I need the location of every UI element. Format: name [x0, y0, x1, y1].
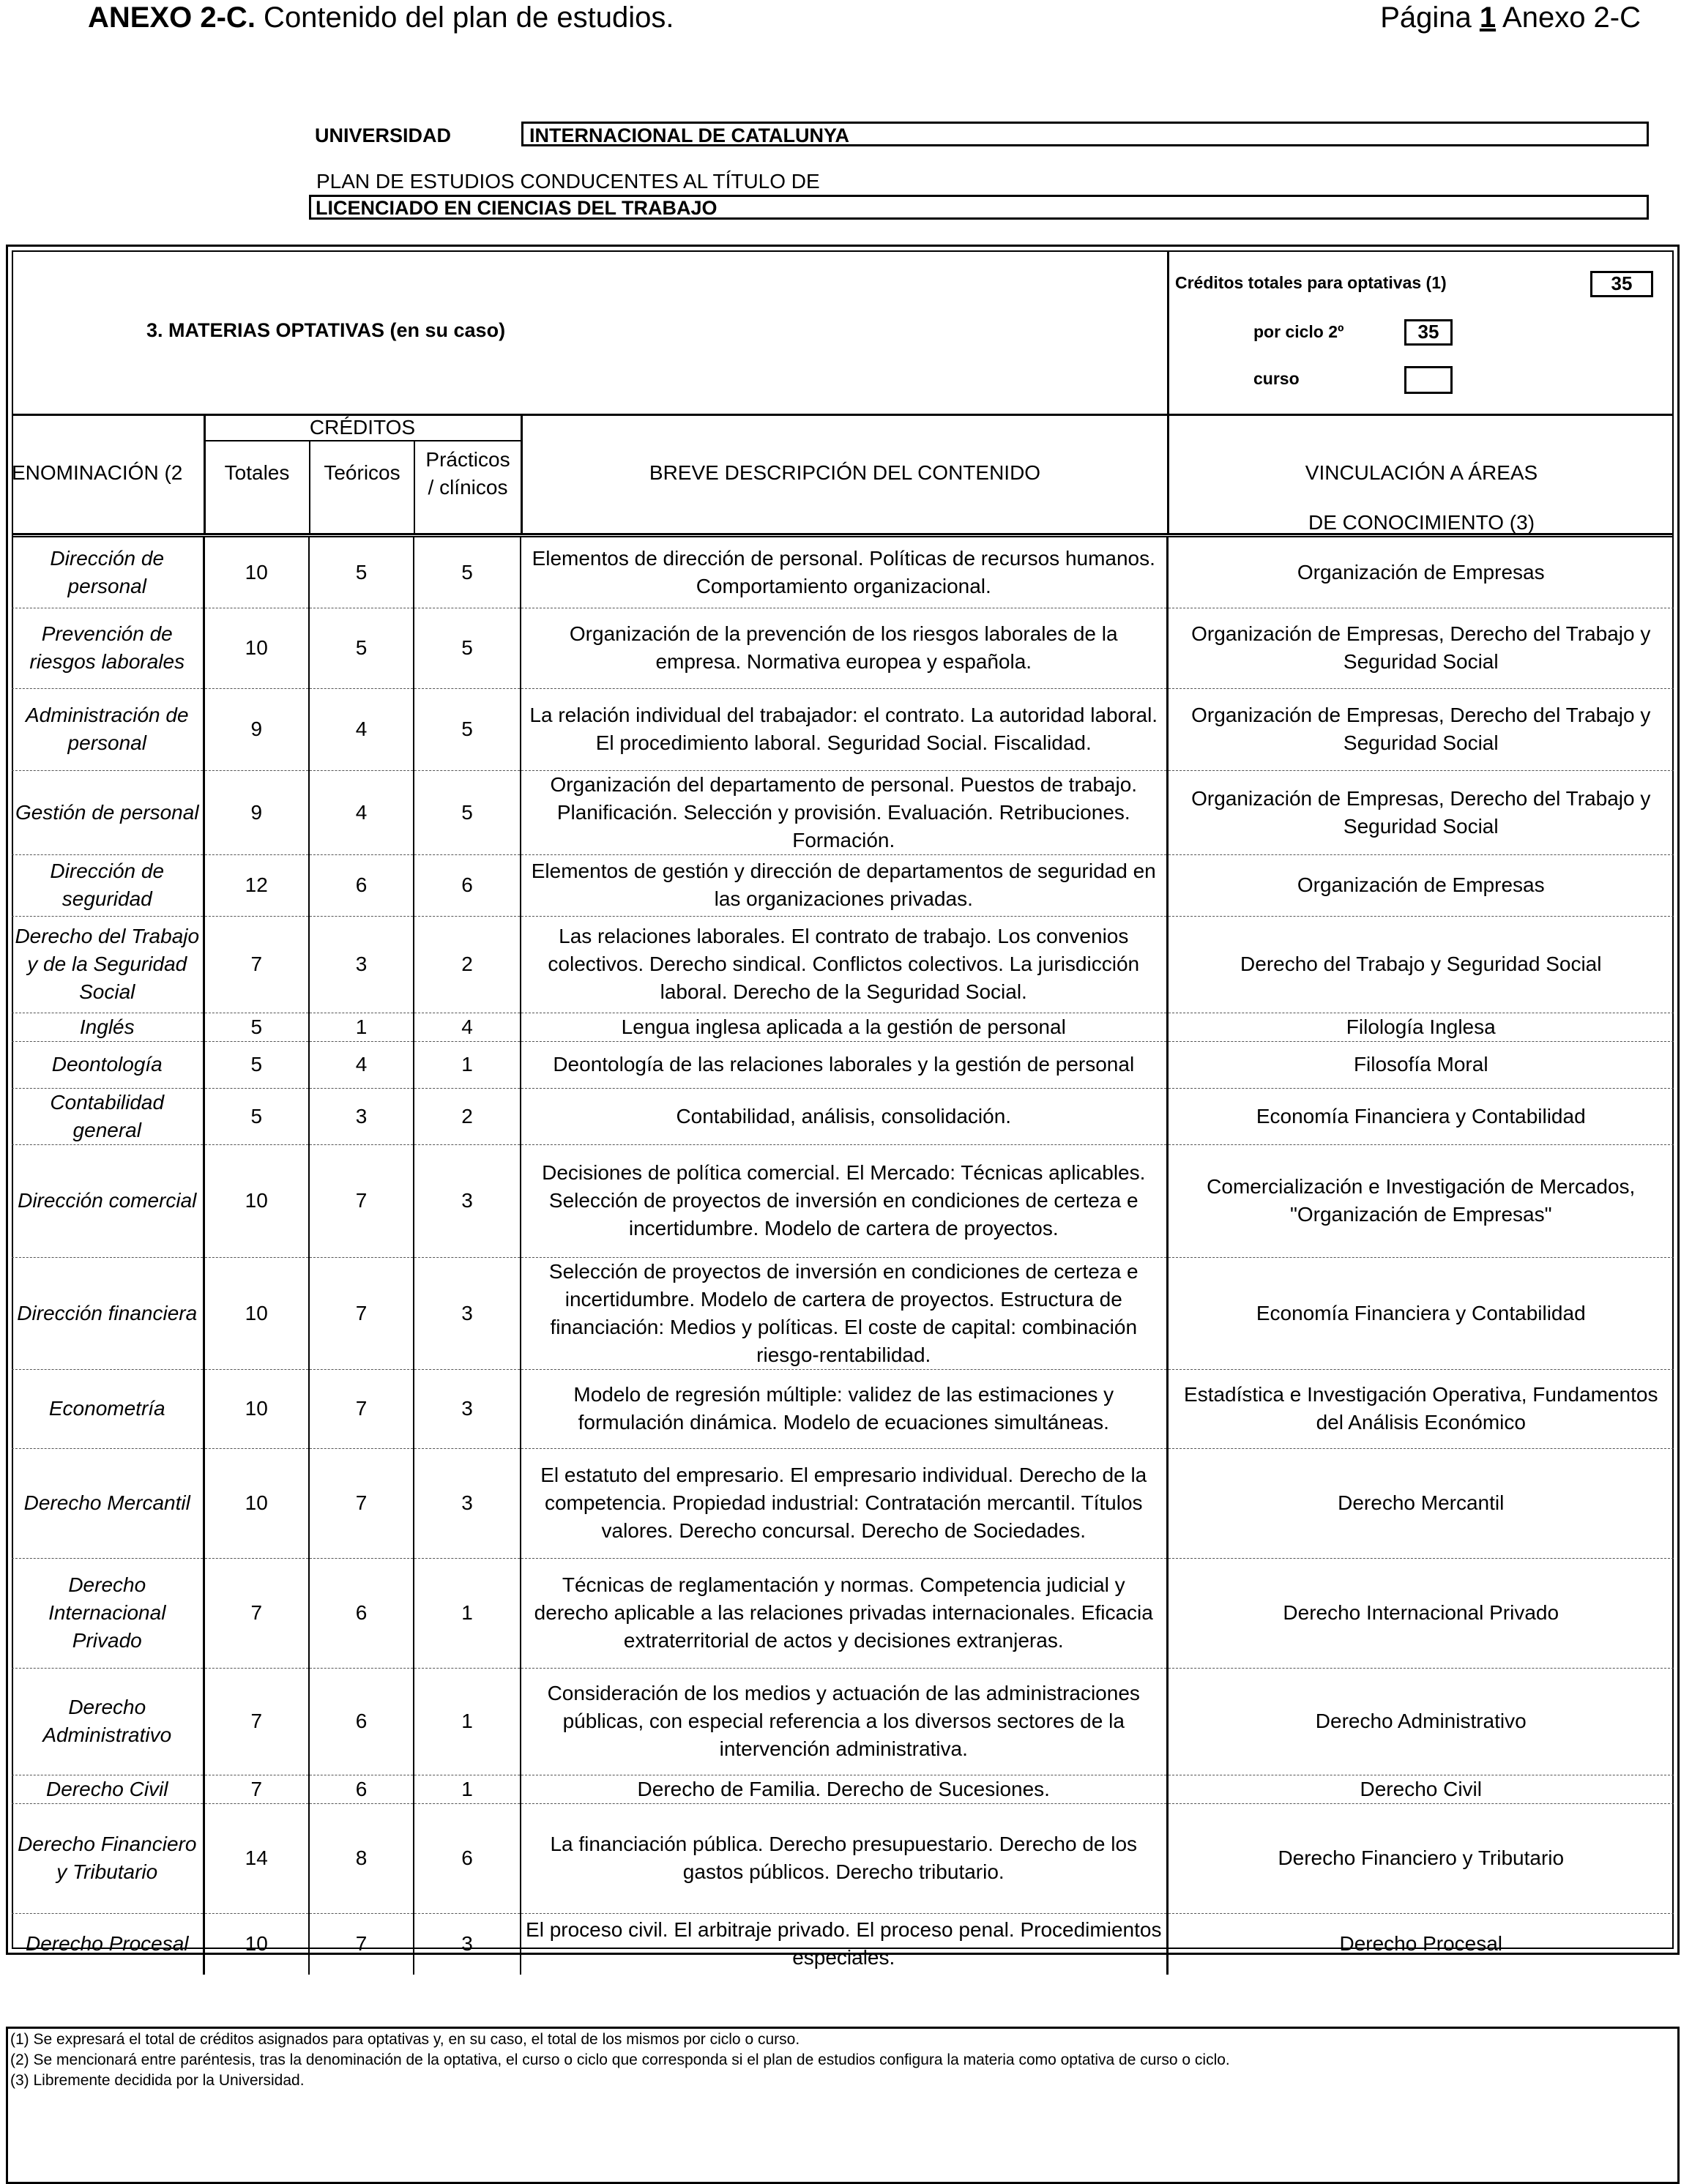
- credits-practice: 1: [414, 1558, 521, 1668]
- subject-name: Derecho Procesal: [12, 1913, 204, 1975]
- credits-practice: 3: [414, 1257, 521, 1369]
- table-body: [12, 537, 1674, 1975]
- table-row: [12, 1448, 1674, 1558]
- credits-practice: 2: [414, 916, 521, 1013]
- credits-total: 10: [204, 537, 309, 608]
- table-row: [12, 1041, 1674, 1088]
- credits-practice: 5: [414, 608, 521, 688]
- page-number: 1: [1479, 1, 1497, 34]
- credits-underline: [204, 440, 521, 441]
- knowledge-area: Derecho Financiero y Tributario: [1167, 1803, 1674, 1913]
- credits-total: 5: [204, 1041, 309, 1088]
- credits-practice: 1: [414, 1041, 521, 1088]
- knowledge-area: Economía Financiera y Contabilidad: [1167, 1257, 1674, 1369]
- subject-description: El estatuto del empresario. El empresario individual. Derecho de la competencia. Propiedad industrial: Contratación mercantil. Títulos valores. Derecho concursal. Derecho de Sociedades.: [521, 1448, 1167, 1558]
- knowledge-area: Comercialización e Investigación de Mercados, "Organización de Empresas": [1167, 1144, 1674, 1257]
- credits-theory: 6: [309, 1668, 414, 1775]
- page-prefix: Página: [1380, 1, 1480, 34]
- credits-practice: 1: [414, 1668, 521, 1775]
- col-denomination-header: ENOMINACIÓN (2: [12, 461, 183, 484]
- subject-description: El proceso civil. El arbitraje privado. El proceso penal. Procedimientos especiales.: [521, 1913, 1167, 1975]
- knowledge-area: Organización de Empresas, Derecho del Trabajo y Seguridad Social: [1167, 770, 1674, 854]
- subject-name: Gestión de personal: [12, 770, 204, 854]
- footnote-1: (1) Se expresará el total de créditos asignados para optativas y, en su caso, el total de los mismos por ciclo o curso.: [10, 2031, 800, 2048]
- knowledge-area: Derecho Civil: [1167, 1775, 1674, 1803]
- per-cycle-label: por ciclo 2º: [1253, 322, 1344, 341]
- credits-practice: 5: [414, 537, 521, 608]
- col-practical-line1: Prácticos: [425, 448, 510, 471]
- knowledge-area: Estadística e Investigación Operativa, Fundamentos del Análisis Económico: [1167, 1369, 1674, 1448]
- col-practical-line2: / clínicos: [428, 476, 508, 499]
- table-row: [12, 770, 1674, 854]
- subject-name: Derecho del Trabajo y de la Seguridad Social: [12, 916, 204, 1013]
- credits-total: 7: [204, 1775, 309, 1803]
- knowledge-area: Derecho Procesal: [1339, 1932, 1503, 1956]
- knowledge-area: Derecho del Trabajo y Seguridad Social: [1167, 916, 1674, 1013]
- subject-description: Lengua inglesa aplicada a la gestión de personal: [521, 1013, 1167, 1041]
- subject-description: La relación individual del trabajador: el contrato. La autoridad laboral. El procedimiento laboral. Seguridad Social. Fiscalidad.: [521, 688, 1167, 770]
- knowledge-area: Organización de Empresas: [1167, 537, 1674, 608]
- subject-name: Derecho Financiero y Tributario: [12, 1803, 204, 1913]
- col-divider-tot: [309, 441, 310, 535]
- credits-total: 14: [204, 1803, 309, 1913]
- subject-description: Selección de proyectos de inversión en condiciones de certeza e incertidumbre. Modelo de cartera de proyectos. Estructura de financiación: Medios y políticas. El coste de capital: combinación riesgo-rentabilidad.: [521, 1257, 1167, 1369]
- credits-total: 5: [204, 1088, 309, 1144]
- table-row: [12, 608, 1674, 688]
- subject-name: Derecho Civil: [12, 1775, 204, 1803]
- subject-description: La financiación pública. Derecho presupuestario. Derecho de los gastos públicos. Derecho tributario.: [521, 1803, 1167, 1913]
- credits-total: 10: [204, 608, 309, 688]
- subject-name: Econometría: [12, 1369, 204, 1448]
- subject-description: Las relaciones laborales. El contrato de trabajo. Los convenios colectivos. Derecho sindical. Conflictos colectivos. La jurisdicción laboral. Derecho de la Seguridad Social.: [521, 916, 1167, 1013]
- table-row: [12, 1144, 1674, 1257]
- per-cycle-box: 35: [1404, 319, 1453, 346]
- table-row: [12, 1369, 1674, 1448]
- credits-theory: 4: [309, 688, 414, 770]
- subject-description: Organización de la prevención de los riesgos laborales de la empresa. Normativa europea y española.: [521, 608, 1167, 688]
- credits-theory: 7: [309, 1369, 414, 1448]
- table-row: [12, 1803, 1674, 1913]
- credits-total: 10: [204, 1369, 309, 1448]
- col-description-header: BREVE DESCRIPCIÓN DEL CONTENIDO: [649, 461, 1041, 484]
- knowledge-area: Organización de Empresas, Derecho del Trabajo y Seguridad Social: [1167, 608, 1674, 688]
- knowledge-area: Filosofía Moral: [1167, 1041, 1674, 1088]
- col-credits-header: CRÉDITOS: [309, 416, 416, 439]
- page-suffix: Anexo 2-C: [1496, 1, 1641, 34]
- col-areas-header-2: DE CONOCIMIENTO (3): [1308, 511, 1535, 534]
- table-row: [12, 1668, 1674, 1775]
- credits-practice: 3: [414, 1144, 521, 1257]
- annex-label: ANEXO 2-C.: [88, 1, 256, 34]
- subject-description: Derecho de Familia. Derecho de Sucesiones.: [521, 1775, 1167, 1803]
- credits-theory: 6: [309, 1775, 414, 1803]
- credits-total: 10: [204, 1144, 309, 1257]
- table-row: [12, 1257, 1674, 1369]
- subject-description: Consideración de los medios y actuación de las administraciones públicas, con especial referencia a los diversos sectores de la intervención administrativa.: [521, 1668, 1167, 1775]
- credits-theory: 1: [309, 1013, 414, 1041]
- credits-theory: 7: [309, 1144, 414, 1257]
- subject-description: Técnicas de reglamentación y normas. Competencia judicial y derecho aplicable a las relaciones privadas internacionales. Eficacia extraterritorial de actos y decisiones extranjeras.: [521, 1558, 1167, 1668]
- table-row: [12, 916, 1674, 1013]
- credits-theory: 3: [309, 1088, 414, 1144]
- annex-title: Contenido del plan de estudios.: [255, 1, 674, 34]
- credits-total: 9: [204, 770, 309, 854]
- degree-title-field: LICENCIADO EN CIENCIAS DEL TRABAJO: [309, 195, 1649, 220]
- credits-theory: 5: [309, 537, 414, 608]
- credits-total: 7: [204, 1668, 309, 1775]
- subject-name: Derecho Mercantil: [12, 1448, 204, 1558]
- credits-practice: 5: [414, 688, 521, 770]
- credits-total: 12: [204, 854, 309, 916]
- table-row: [12, 688, 1674, 770]
- credits-theory: 8: [309, 1803, 414, 1913]
- credits-theory: 6: [309, 1558, 414, 1668]
- university-name-field: INTERNACIONAL DE CATALUNYA: [521, 122, 1649, 146]
- credits-total: 10: [204, 1448, 309, 1558]
- optional-subjects-table: [12, 537, 1674, 1975]
- table-row: [12, 1775, 1674, 1803]
- credits-theory: 4: [309, 770, 414, 854]
- footnotes-box: [6, 2027, 1680, 2184]
- credits-theory: 3: [309, 916, 414, 1013]
- section-title: 3. MATERIAS OPTATIVAS (en su caso): [146, 319, 506, 341]
- table-row: [12, 1088, 1674, 1144]
- annex-heading: [88, 0, 674, 35]
- credits-practice: 6: [414, 854, 521, 916]
- subject-description: Contabilidad, análisis, consolidación.: [521, 1088, 1167, 1144]
- subject-description: Organización del departamento de personal. Puestos de trabajo. Planificación. Selección y provisión. Evaluación. Retribuciones. Formación.: [521, 770, 1167, 854]
- subject-name: Inglés: [12, 1013, 204, 1041]
- credits-total-box: 35: [1590, 271, 1653, 297]
- subject-name: Contabilidad general: [12, 1088, 204, 1144]
- table-row: [12, 854, 1674, 916]
- knowledge-area: Derecho Mercantil: [1167, 1448, 1674, 1558]
- credits-total-label: Créditos totales para optativas (1): [1175, 273, 1447, 292]
- subject-name: Derecho Internacional Privado: [12, 1558, 204, 1668]
- credits-practice: 4: [414, 1013, 521, 1041]
- col-theory-header: Teóricos: [324, 461, 400, 484]
- subject-description: Elementos de gestión y dirección de departamentos de seguridad en las organizaciones privadas.: [521, 854, 1167, 916]
- credits-practice: 3: [414, 1913, 521, 1975]
- col-areas-header: VINCULACIÓN A ÁREAS: [1305, 461, 1538, 484]
- credits-theory: 7: [309, 1913, 414, 1975]
- knowledge-area: Organización de Empresas, Derecho del Trabajo y Seguridad Social: [1167, 688, 1674, 770]
- course-label: curso: [1253, 369, 1300, 388]
- table-row: [12, 1558, 1674, 1668]
- credits-practice: 1: [414, 1775, 521, 1803]
- plan-label: PLAN DE ESTUDIOS CONDUCENTES AL TÍTULO DE: [316, 170, 820, 193]
- credits-total: 5: [204, 1013, 309, 1041]
- credits-total: 9: [204, 688, 309, 770]
- subject-name: Dirección de personal: [12, 537, 204, 608]
- subject-description: Deontología de las relaciones laborales y la gestión de personal: [521, 1041, 1167, 1088]
- col-total-header: Totales: [224, 461, 290, 484]
- col-practical-header: [415, 446, 521, 502]
- credits-theory: 6: [309, 854, 414, 916]
- subject-description: Modelo de regresión múltiple: validez de las estimaciones y formulación dinámica. Modelo de ecuaciones simultáneas.: [521, 1369, 1167, 1448]
- credits-total: 7: [204, 916, 309, 1013]
- university-label: UNIVERSIDAD: [315, 124, 452, 146]
- footnote-2: (2) Se mencionará entre paréntesis, tras la denominación de la optativa, el curso o ciclo que corresponda si el plan de estudios configura la materia como optativa de curso o ciclo.: [10, 2051, 1230, 2068]
- subject-name: Prevención de riesgos laborales: [12, 608, 204, 688]
- credits-total: 10: [204, 1257, 309, 1369]
- footnote-3: (3) Libremente decidida por la Universidad.: [10, 2072, 305, 2089]
- subject-name: Deontología: [12, 1041, 204, 1088]
- credits-theory: 4: [309, 1041, 414, 1088]
- subject-name: Dirección financiera: [12, 1257, 204, 1369]
- subject-name: Administración de personal: [12, 688, 204, 770]
- course-box: [1404, 366, 1453, 394]
- knowledge-area: Derecho Internacional Privado: [1167, 1558, 1674, 1668]
- credits-practice: 2: [414, 1088, 521, 1144]
- subject-description: Elementos de dirección de personal. Políticas de recursos humanos. Comportamiento organizacional.: [521, 537, 1167, 608]
- credits-theory: 7: [309, 1257, 414, 1369]
- credits-practice: 3: [414, 1369, 521, 1448]
- table-row: [12, 1913, 1674, 1975]
- table-row: [12, 1013, 1674, 1041]
- knowledge-area: Organización de Empresas: [1167, 854, 1674, 916]
- page-indicator: [1380, 0, 1641, 35]
- credits-theory: 5: [309, 608, 414, 688]
- subject-name: Derecho Administrativo: [12, 1668, 204, 1775]
- credits-practice: 3: [414, 1448, 521, 1558]
- credits-total: 7: [204, 1558, 309, 1668]
- knowledge-area: Derecho Administrativo: [1167, 1668, 1674, 1775]
- credits-practice: 6: [414, 1803, 521, 1913]
- subject-description: Decisiones de política comercial. El Mercado: Técnicas aplicables. Selección de proyectos de inversión en condiciones de certeza e incertidumbre. Modelo de cartera de proyectos.: [521, 1144, 1167, 1257]
- knowledge-area: Filología Inglesa: [1167, 1013, 1674, 1041]
- knowledge-area: Economía Financiera y Contabilidad: [1167, 1088, 1674, 1144]
- subject-name: Dirección de seguridad: [12, 854, 204, 916]
- credits-total: 10: [204, 1913, 309, 1975]
- table-row: [12, 537, 1674, 608]
- credits-practice: 5: [414, 770, 521, 854]
- subject-name: Dirección comercial: [12, 1144, 204, 1257]
- options-divider: [1167, 250, 1169, 415]
- credits-theory: 7: [309, 1448, 414, 1558]
